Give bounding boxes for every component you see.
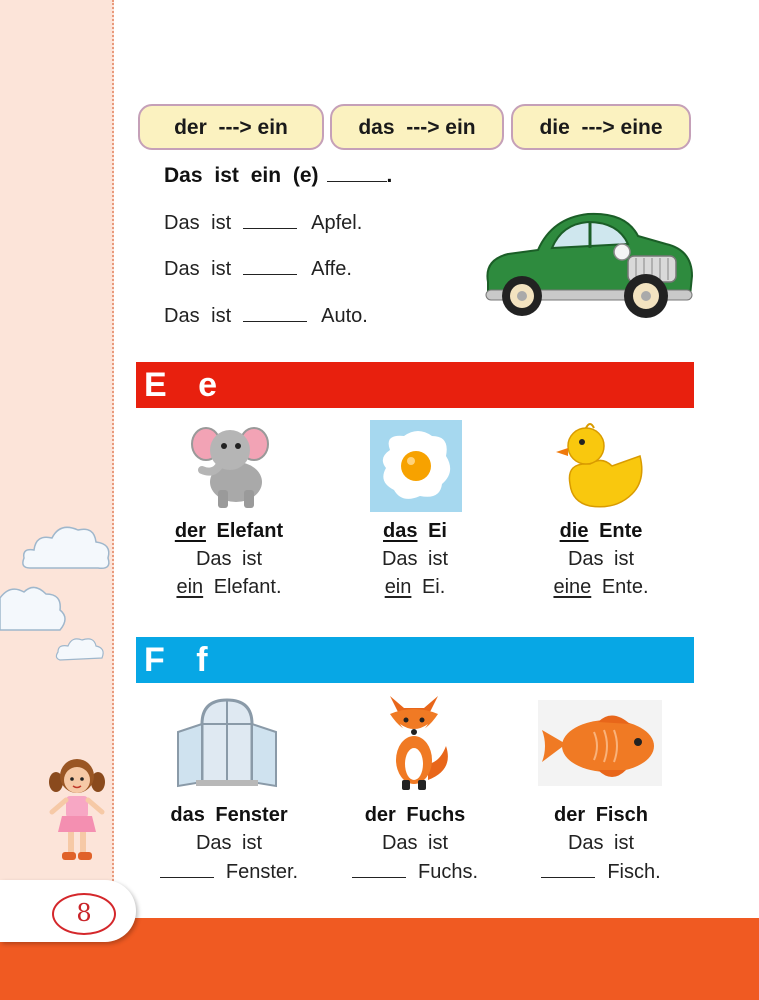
answer-blank[interactable] bbox=[352, 857, 406, 878]
noun: Elefant bbox=[216, 520, 284, 542]
item-fuchs bbox=[325, 801, 505, 886]
rule-sentence bbox=[164, 163, 392, 188]
answer-blank[interactable] bbox=[160, 857, 214, 878]
noun: Fenster. bbox=[225, 861, 299, 883]
exercise-prefix: Das ist bbox=[164, 305, 232, 327]
sentence-line-1: Das ist bbox=[381, 832, 449, 854]
cloud-icon bbox=[0, 578, 70, 638]
exercise-noun: Apfel. bbox=[311, 212, 363, 234]
item-title bbox=[139, 517, 319, 545]
exercise-prefix: Das ist bbox=[164, 212, 232, 234]
exercise-line-2 bbox=[164, 256, 352, 281]
item-title: der Fuchs bbox=[364, 804, 466, 826]
item-title: das Fenster bbox=[170, 804, 288, 826]
sentence-line-1: Das ist bbox=[567, 832, 635, 854]
exercise-noun: Auto. bbox=[321, 305, 368, 327]
elephant-icon bbox=[186, 420, 276, 512]
article-rule-der: der ---> ein bbox=[138, 104, 324, 150]
sentence-line-1: Das ist bbox=[195, 548, 263, 570]
article: der bbox=[174, 520, 206, 542]
item-fisch bbox=[511, 801, 691, 886]
noun: Fuchs. bbox=[417, 861, 479, 883]
sentence-line-2 bbox=[511, 857, 691, 886]
exercise-blank[interactable] bbox=[243, 303, 307, 322]
duck-icon bbox=[556, 420, 646, 512]
window-icon bbox=[166, 694, 288, 790]
exercise-noun: Affe. bbox=[311, 258, 352, 280]
article: das bbox=[383, 520, 418, 542]
noun: Ente bbox=[599, 520, 643, 542]
sentence-line-1: Das ist bbox=[195, 832, 263, 854]
item-ei bbox=[325, 517, 505, 601]
exercise-line-1 bbox=[164, 210, 362, 235]
vintage-car-illustration bbox=[478, 204, 696, 326]
exercise-prefix: Das ist bbox=[164, 258, 232, 280]
exercise-line-3 bbox=[164, 303, 368, 328]
item-fenster bbox=[139, 801, 319, 886]
indefinite-article: ein bbox=[176, 576, 204, 598]
sentence-line-1: Das ist bbox=[381, 548, 449, 570]
sentence-line-2 bbox=[511, 573, 691, 601]
sentence-line-2 bbox=[325, 857, 505, 886]
item-ente bbox=[511, 517, 691, 601]
indefinite-article: ein bbox=[384, 576, 412, 598]
sentence-line-2 bbox=[139, 573, 319, 601]
item-title bbox=[325, 517, 505, 545]
sentence-line-2 bbox=[139, 857, 319, 886]
fried-egg-icon bbox=[370, 420, 462, 512]
rule-blank bbox=[327, 163, 387, 182]
cloud-icon bbox=[54, 632, 106, 664]
noun: Fisch. bbox=[607, 861, 661, 883]
item-title: der Fisch bbox=[554, 804, 648, 826]
letter-band-e: E e bbox=[136, 362, 694, 408]
answer-blank[interactable] bbox=[541, 857, 595, 878]
article: die bbox=[559, 520, 589, 542]
noun: Ei. bbox=[421, 576, 446, 598]
exercise-blank[interactable] bbox=[243, 210, 297, 229]
item-title bbox=[511, 517, 691, 545]
article-rule-die: die ---> eine bbox=[511, 104, 691, 150]
exercise-blank[interactable] bbox=[243, 256, 297, 275]
cloud-icon bbox=[20, 520, 114, 576]
page-number: 8 bbox=[52, 893, 116, 935]
fish-icon bbox=[538, 700, 662, 786]
noun: Ente. bbox=[601, 576, 649, 598]
sentence-line-1: Das ist bbox=[567, 548, 635, 570]
fox-icon bbox=[380, 690, 454, 792]
item-elefant bbox=[139, 517, 319, 601]
noun: Elefant. bbox=[213, 576, 282, 598]
rule-end: . bbox=[386, 164, 393, 187]
letter-band-f: F f bbox=[136, 637, 694, 683]
sentence-line-2 bbox=[325, 573, 505, 601]
rule-text: Das ist ein (e) bbox=[164, 164, 319, 187]
noun: Ei bbox=[428, 520, 447, 542]
indefinite-article: eine bbox=[553, 576, 592, 598]
article-rule-das: das ---> ein bbox=[330, 104, 504, 150]
girl-illustration bbox=[44, 752, 110, 870]
